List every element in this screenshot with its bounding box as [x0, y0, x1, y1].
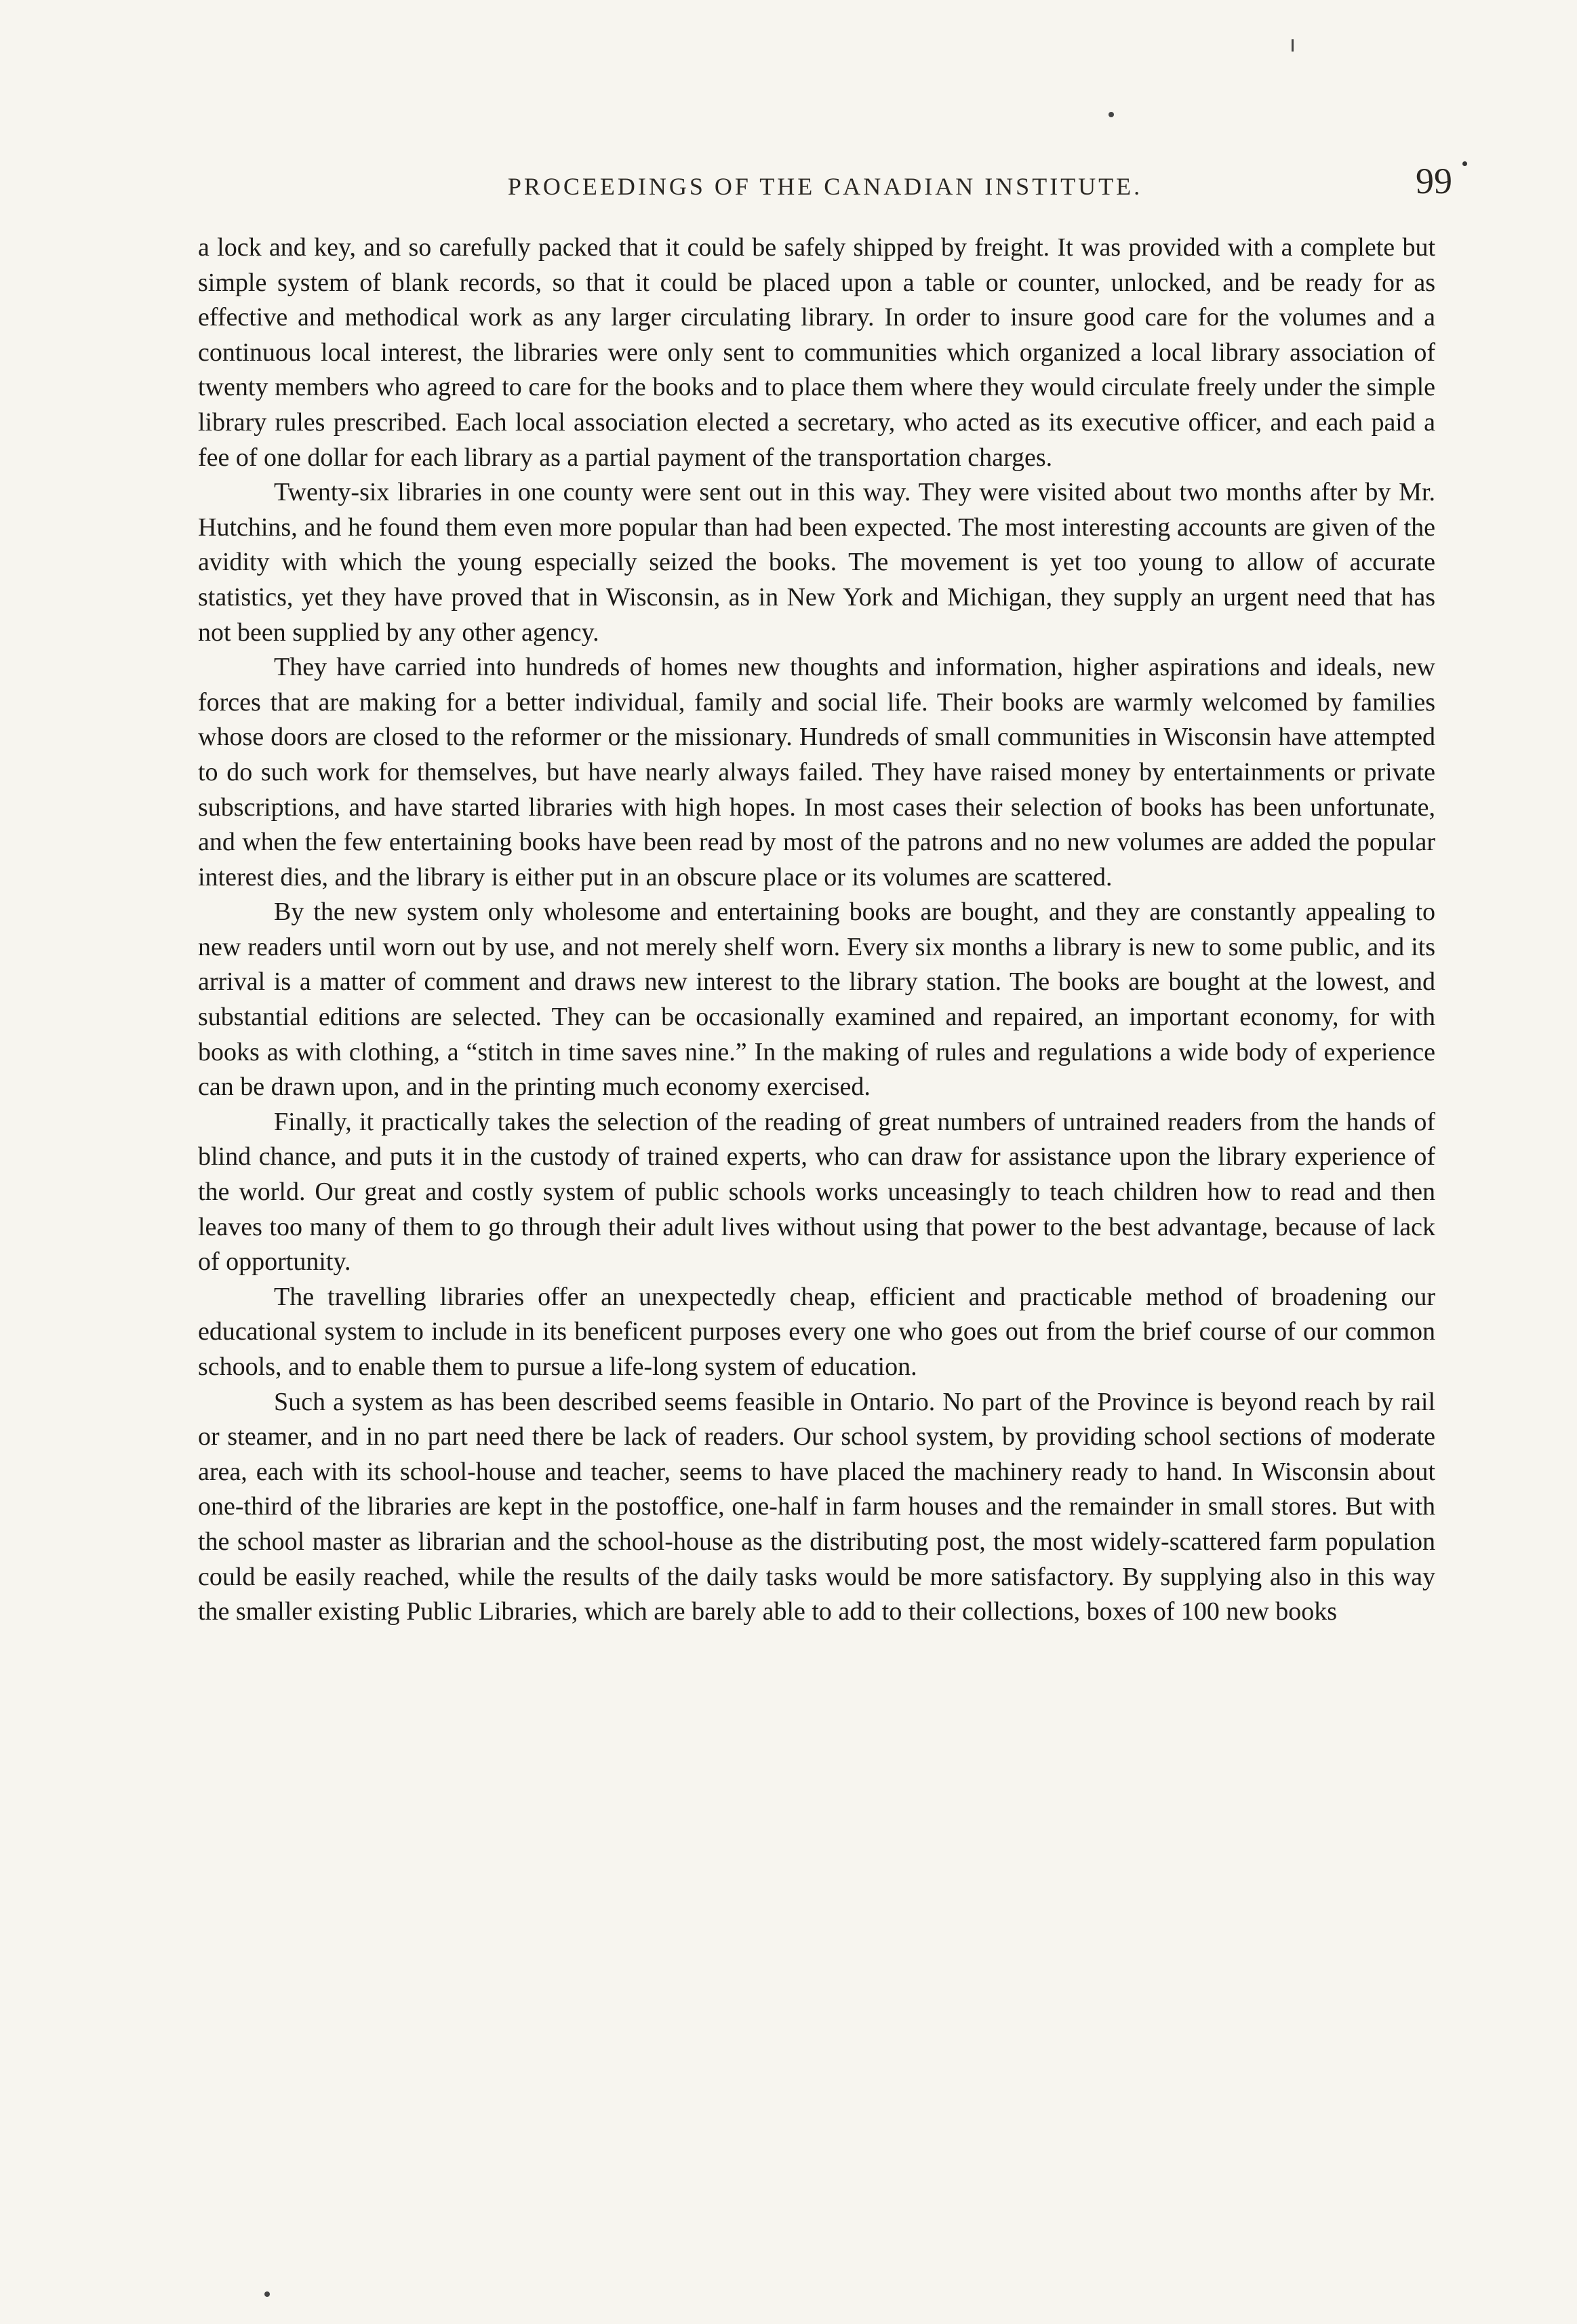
- paragraph: Twenty-six libraries in one county were sent out in this way. They were visited about two months after by Mr. Hutchins, and he found them even more popular than had been expected. The most interesting accounts are given of the avidity with which the young especially seized the books. The movement is yet too young to allow of accurate statistics, yet they have proved that in Wisconsin, as in New York and Michigan, they supply an urgent need that has not been supplied by any other agency.: [198, 478, 1435, 647]
- scan-mark: [1462, 161, 1467, 166]
- paragraph: The travelling libraries offer an unexpectedly cheap, efficient and practicable method of broadening our educational system to include in its beneficent purposes every one who goes out from the brief course of our common schools, and to enable them to pursue a life-long system of education.: [198, 1282, 1435, 1381]
- page-header: [198, 155, 1452, 216]
- paragraph: By the new system only wholesome and entertaining books are bought, and they are constantly appealing to new readers until worn out by use, and not merely shelf worn. Every six months a library is new to some public, and its arrival is a matter of comment and draws new interest to the library station. The books are bought at the lowest, and substantial editions are selected. They can be occasionally examined and repaired, an important economy, for with books as with clothing, a “stitch in time saves nine.” In the making of rules and regulations a wide body of experience can be drawn upon, and in the printing much economy exercised.: [198, 898, 1435, 1102]
- paragraph: They have carried into hundreds of homes new thoughts and information, higher aspirations and ideals, new forces that are making for a better individual, family and social life. Their books are warmly welcomed by families whose doors are closed to the reformer or the missionary. Hundreds of small communities in Wisconsin have attempted to do such work for themselves, but have nearly always failed. They have raised money by entertainments or private subscriptions, and have started libraries with high hopes. In most cases their selection of books has been unfortunate, and when the few entertaining books have been read by most of the patrons and no new volumes are added the popular interest dies, and the library is either put in an obscure place or its volumes are scattered.: [198, 653, 1435, 891]
- body-text: [198, 231, 1435, 1630]
- page-number: 99: [1416, 161, 1452, 201]
- paragraph: Such a system as has been described seems feasible in Ontario. No part of the Province is beyond reach by rail or steamer, and in no part need there be lack of readers. Our school system, by providing school sections of moderate area, each with its school-house and teacher, seems to have placed the machinery ready to hand. In Wisconsin about one-third of the libraries are kept in the postoffice, one-half in farm houses and the remainder in small stores. But with the school master as librarian and the school-house as the distributing post, the most widely-scattered farm population could be easily reached, while the results of the daily tasks would be more satisfactory. By supplying also in this way the smaller existing Public Libraries, which are barely able to add to their collections, boxes of 100 new books: [198, 1387, 1435, 1626]
- scan-mark: [1109, 112, 1114, 117]
- scan-mark: [264, 2291, 270, 2297]
- scan-mark: [1292, 39, 1294, 52]
- running-title: PROCEEDINGS OF THE CANADIAN INSTITUTE.: [507, 173, 1143, 200]
- paragraph: Finally, it practically takes the selection of the reading of great numbers of untrained readers from the hands of blind chance, and puts it in the custody of trained experts, who can draw for assistance upon the library experience of the world. Our great and costly system of public schools works unceasingly to teach children how to read and then leaves too many of them to go through their adult lives without using that power to the best advantage, because of lack of opportunity.: [198, 1107, 1435, 1277]
- paragraph: a lock and key, and so carefully packed that it could be safely shipped by freight. It was provided with a complete but simple system of blank records, so that it could be placed upon a table or counter, unlocked, and be ready for as effective and methodical work as any larger circulating library. In order to insure good care for the volumes and a continuous local interest, the libraries were only sent to communities which organized a local library association of twenty members who agreed to care for the books and to place them where they would circulate freely under the simple library rules prescribed. Each local association elected a secretary, who acted as its executive officer, and each paid a fee of one dollar for each library as a partial payment of the transportation charges.: [198, 233, 1435, 472]
